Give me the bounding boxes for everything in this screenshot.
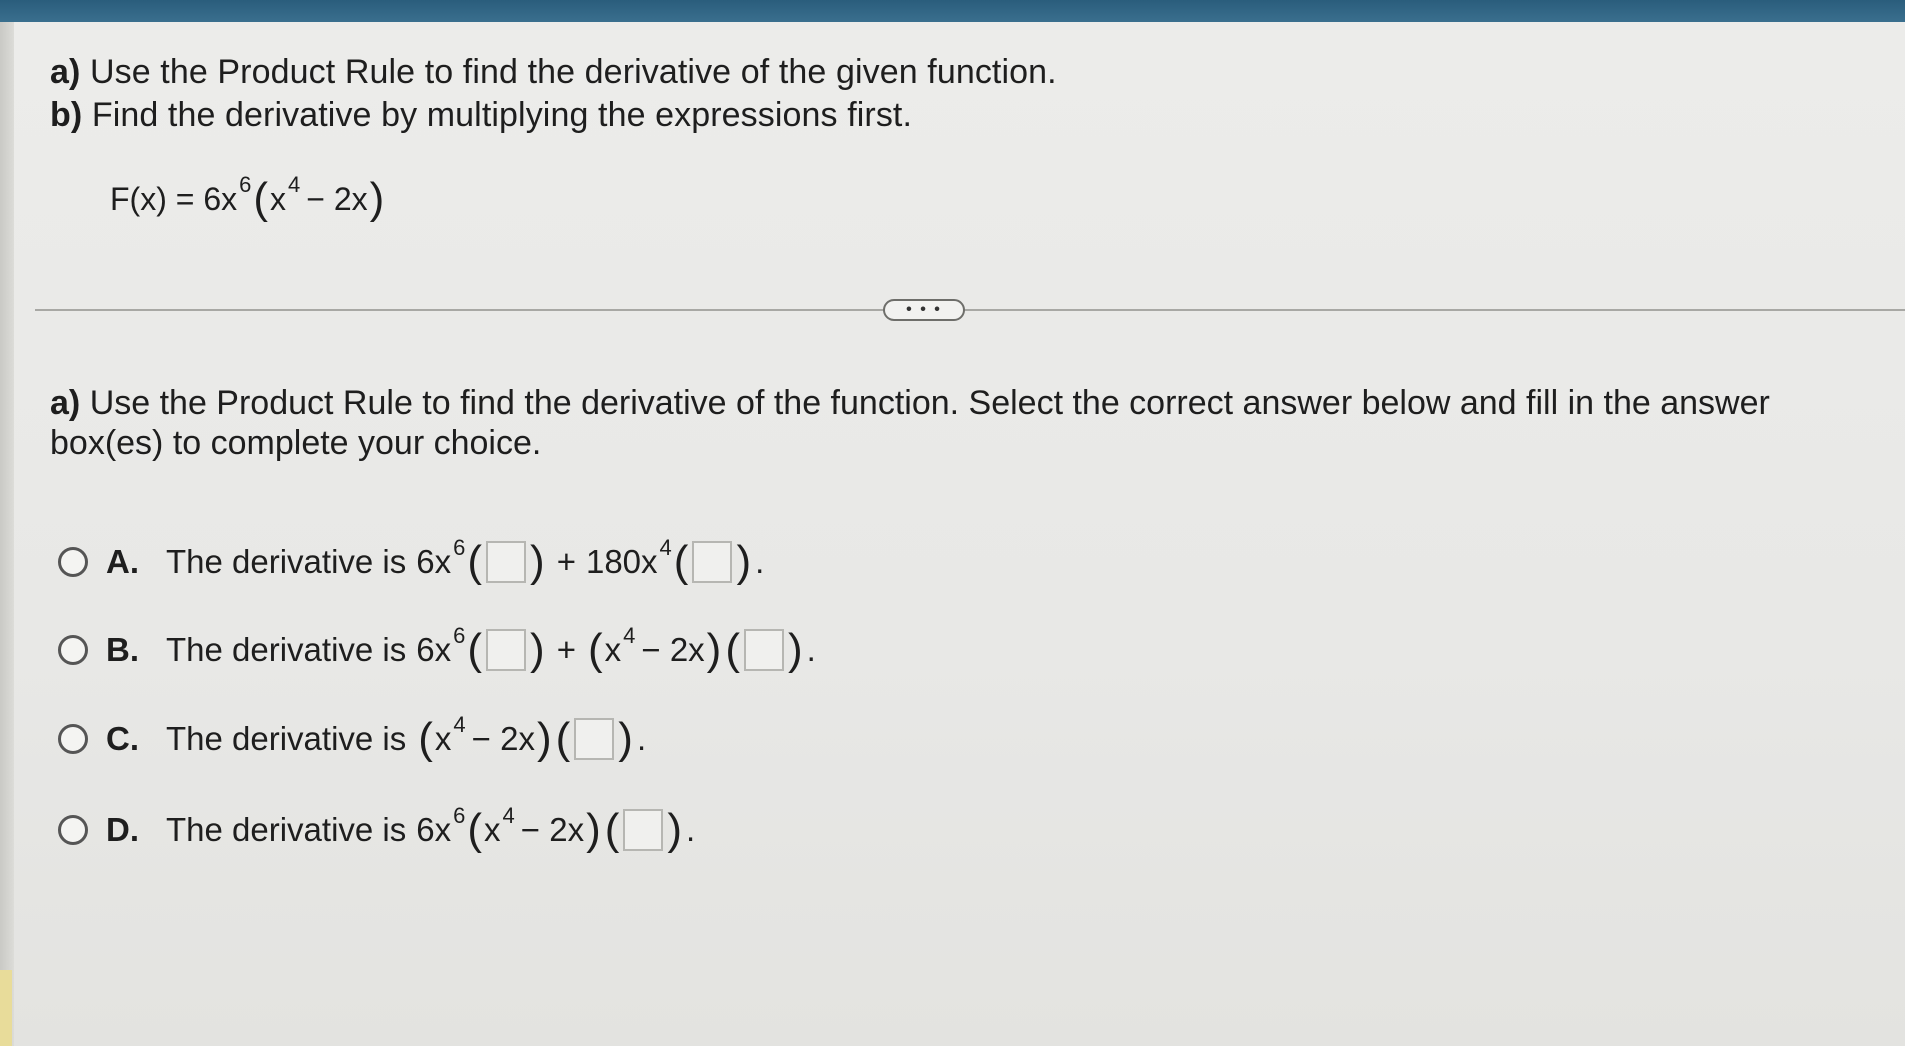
- option-d-text: The derivative is: [166, 811, 407, 848]
- option-d-inner-x: x: [484, 811, 501, 848]
- formula-lhs: F(x) = 6x: [110, 180, 238, 217]
- instruction-b: [50, 95, 912, 135]
- option-b-coef: 6x: [416, 631, 452, 668]
- answer-option-c[interactable]: [58, 712, 647, 763]
- option-d-exp: 6: [453, 803, 466, 828]
- option-d-open-paren-2: (: [604, 805, 620, 854]
- function-formula: [110, 172, 386, 223]
- option-b-open-paren-3: (: [725, 625, 740, 674]
- option-c-inner-rest: − 2x: [471, 720, 535, 757]
- option-c-letter: C.: [106, 720, 139, 757]
- option-c-period: .: [636, 720, 647, 757]
- option-d-letter: D.: [106, 811, 139, 848]
- instruction-b-text: Find the derivative by multiplying the expressions first.: [91, 96, 913, 134]
- option-d-answer-box[interactable]: [623, 809, 663, 851]
- option-a-second-exp: 4: [659, 535, 672, 560]
- option-b-close-paren-3: ): [787, 625, 803, 674]
- formula-inner-rest: − 2x: [306, 180, 368, 217]
- option-d-coef: 6x: [416, 811, 452, 848]
- radio-button-c[interactable]: [58, 724, 88, 754]
- option-b-close-paren-2: ): [706, 625, 722, 674]
- option-b-expression: [416, 623, 816, 674]
- question-prompt: [50, 383, 1790, 463]
- radio-button-d[interactable]: [58, 815, 88, 845]
- option-a-open-paren-1: (: [467, 537, 483, 586]
- option-b-period: .: [806, 631, 816, 668]
- section-divider: [35, 309, 1905, 311]
- option-a-answer-box-2[interactable]: [692, 541, 732, 583]
- instruction-a-text: Use the Product Rule to find the derivative of the given function.: [89, 53, 1057, 91]
- option-c-close-paren-1: ): [536, 714, 552, 763]
- option-a-expression: [416, 535, 765, 586]
- formula-inner-x: x: [270, 180, 287, 217]
- formula-exponent: 6: [239, 172, 252, 197]
- formula-close-paren: ): [369, 174, 385, 223]
- option-b-close-paren-1: ): [530, 625, 545, 674]
- option-a-answer-box-1[interactable]: [486, 541, 526, 583]
- question-letter: a): [50, 384, 81, 422]
- option-b-plus: +: [556, 631, 576, 668]
- option-d-inner-exp: 4: [502, 803, 515, 828]
- option-b-inner-x: x: [604, 631, 622, 668]
- option-a-exp: 6: [453, 535, 466, 560]
- option-b-answer-box-2[interactable]: [744, 629, 784, 671]
- option-c-close-paren-2: ): [618, 714, 633, 763]
- option-b-open-paren-2: (: [587, 625, 603, 674]
- option-a-second-coef: 180x: [585, 543, 658, 580]
- option-a-letter: A.: [106, 543, 139, 580]
- instruction-b-letter: b): [50, 96, 83, 134]
- option-b-open-paren-1: (: [467, 625, 483, 674]
- option-d-inner-rest: − 2x: [520, 811, 585, 848]
- option-b-inner-exp: 4: [623, 623, 636, 648]
- answer-option-b[interactable]: [58, 623, 816, 674]
- expand-more-button[interactable]: • • •: [883, 299, 965, 321]
- formula-inner-exponent: 4: [288, 172, 301, 197]
- option-c-open-paren-1: (: [418, 714, 433, 763]
- option-a-coef: 6x: [416, 543, 452, 580]
- option-d-open-paren-1: (: [467, 805, 483, 854]
- option-a-plus: +: [556, 543, 576, 580]
- radio-button-b[interactable]: [58, 635, 88, 665]
- option-c-answer-box[interactable]: [574, 718, 614, 760]
- option-b-letter: B.: [106, 631, 139, 668]
- option-d-expression: [416, 803, 696, 854]
- left-edge-highlight: [0, 970, 12, 1046]
- option-c-open-paren-2: (: [555, 714, 571, 763]
- option-b-answer-box-1[interactable]: [486, 629, 526, 671]
- option-d-close-paren-2: ): [667, 805, 683, 854]
- option-d-close-paren-1: ): [586, 805, 601, 854]
- option-a-open-paren-2: (: [673, 537, 689, 586]
- option-a-close-paren-2: ): [736, 537, 752, 586]
- instruction-a-letter: a): [50, 53, 81, 91]
- browser-top-bar: [0, 0, 1905, 22]
- answer-option-d[interactable]: [58, 803, 696, 854]
- option-b-inner-rest: − 2x: [641, 631, 705, 668]
- radio-button-a[interactable]: [58, 547, 88, 577]
- option-a-period: .: [755, 543, 765, 580]
- left-edge: [0, 22, 14, 1046]
- option-a-text: The derivative is: [166, 543, 407, 580]
- question-text: Use the Product Rule to find the derivative of the function. Select the correct answer below and fill in the answer box(es) to complete your choice.: [50, 384, 1770, 462]
- formula-open-paren: (: [253, 174, 269, 223]
- option-d-period: .: [686, 811, 696, 848]
- option-b-text: The derivative is: [166, 631, 407, 668]
- option-c-text: The derivative is: [166, 720, 407, 757]
- answer-option-a[interactable]: [58, 535, 765, 586]
- option-c-inner-exp: 4: [453, 712, 466, 737]
- option-c-expression: [416, 712, 647, 763]
- option-c-inner-x: x: [434, 720, 452, 757]
- instruction-a: [50, 52, 1057, 92]
- option-a-close-paren-1: ): [530, 537, 545, 586]
- option-b-exp: 6: [453, 623, 466, 648]
